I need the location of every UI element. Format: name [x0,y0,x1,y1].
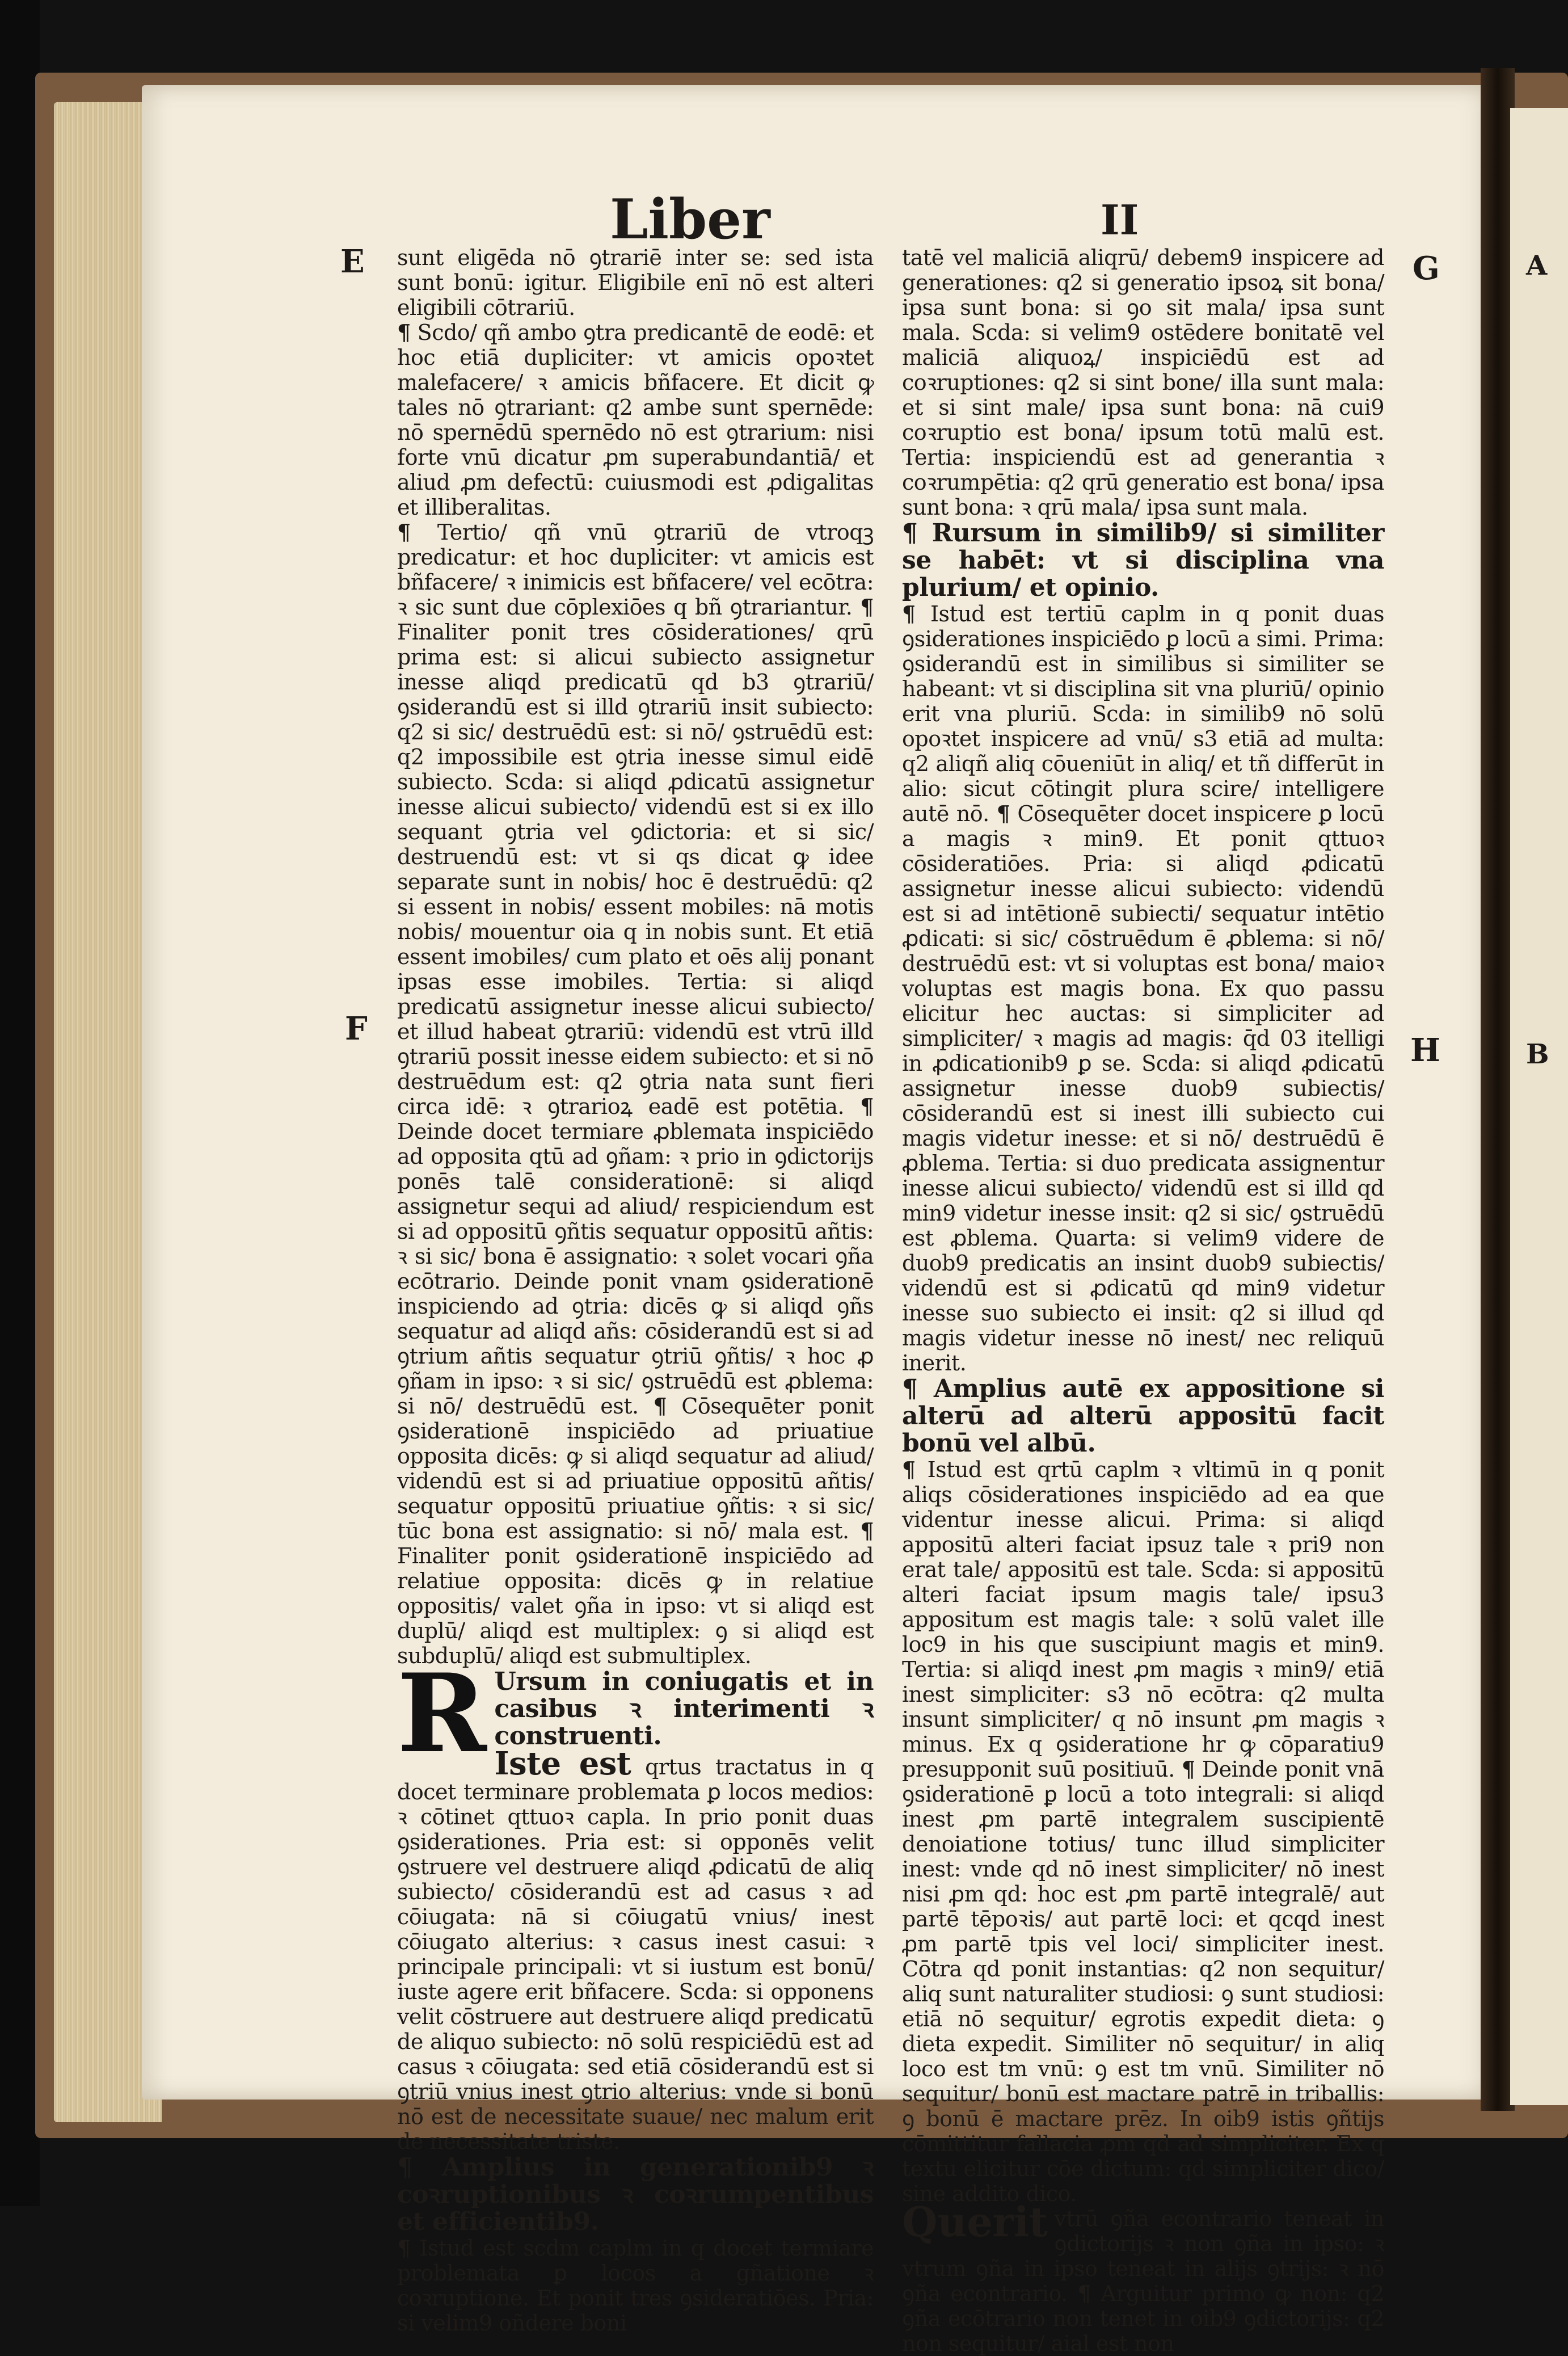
paragraph: ¶ Tertio/ qñ vnū ꝯtrariū de vtroqꝫ predicatur: et hoc dupliciter: vt amicis est bñfacere/ ꝛ inimicis est bñfacere/ vel ecōtra: ꝛ sic sunt due cōplexiōes q bñ ꝯtrariantur. ¶ Finaliter ponit tres cōsiderationes/ qrū prima est: si alicui subiecto assignetur inesse aliqd predicatū qd b3 ꝯtrariū/ ꝯsiderandū est si illd ꝯtrariū insit subiecto: q2 si sic/ destruēdū est: si nō/ ꝯstruēdū est: q2 impossibile est ꝯtria inesse simul eidē subiecto. Scda: si aliqd ꝓdicatū assignetur inesse alicui subiecto/ videndū est si ex illo sequant ꝯtria vel ꝯdictoria: et si sic/ destruendū est: vt si qs dicat ꝙ idee separate sunt in nobis/ hoc ē destruēdū: q2 si essent in nobis/ essent mobiles: nā motis nobis/ mouentur oia q in nobis sunt. Et etiā essent imobiles/ cum plato et oēs alij ponant ipsas esse imobiles. Tertia: si aliqd predicatū assignetur inesse alicui subiecto/ et illud habeat ꝯtrariū: videndū est vtrū illd ꝯtrariū possit inesse eidem subiecto: et si nō destruēdum est: q2 ꝯtria nata sunt fieri circa idē: ꝛ ꝯtrarioꝝ eadē est potētia. ¶ Deinde docet termiare ꝓblemata inspiciēdo ad opposita qtū ad ꝯñam: ꝛ prio in ꝯdictorijs ponēs talē considerationē: si aliqd assignetur sequi ad aliud/ respiciendum est si ad oppositū ꝯñtis sequatur oppositū añtis: ꝛ si sic/ bona ē assignatio: ꝛ solet vocari ꝯña ecōtrario. Deinde ponit vnam ꝯsiderationē inspiciendo ad ꝯtria: dicēs ꝙ si aliqd ꝯñs sequatur ad aliqd añs: cōsiderandū est si ad ꝯtrium añtis sequatur ꝯtriū ꝯñtis/ ꝛ hoc ꝓ ꝯñam in ipso: ꝛ si sic/ ꝯstruēdū est ꝓblema: si nō/ destruēdū est. ¶ Cōsequēter ponit ꝯsiderationē inspiciēdo ad priuatiue opposita dicēs: ꝙ si aliqd sequatur ad aliud/ videndū est si ad priuatiue oppositū añtis/ sequatur oppositū priuatiue ꝯñtis: ꝛ si sic/ tūc bona est assignatio: si nō/ mala est. ¶ Finaliter ponit ꝯsiderationē inspiciēdo ad relatiue opposita: dicēs ꝙ in relatiue oppositis/ valet ꝯña in ipso: vt si aliqd est duplū/ aliqd est multiplex: ꝯ si aliqd est subduplū/ aliqd est submultiplex. [397,519,874,1668]
paragraph: ¶ Istud est scdm caplm in q docet termiare problemata ꝑ locos a gñatione ꝛ coꝛruptione. Et ponit tres ꝯsideratiōes. Pria: si velim9 oñdere boni [397,2235,874,2336]
section-heading: ¶ Rursum in similib9/ si similiter se habēt: vt si disciplina vna plurium/ et opinio. [902,519,1384,602]
pilcrow-icon: ¶ [1181,1756,1195,1782]
facing-page-edge [1510,108,1568,2105]
margin-letter-h: H [1410,1032,1440,1069]
right-column [902,245,1384,2356]
paragraph: Querit vtrū ꝯña econtrario teneat in ꝯdictorijs ꝛ non ꝯña in ipso: ꝛ vtrum ꝯña in ipso teneat in alijs ꝯtrijs: ꝛ nō ꝯña econtrario. ¶ Arguitur primo ꝙ non: q2 ꝯña ecōtrario non tenet in oib9 ꝯdictorijs: q2 non sequitur/ aial est non [902,2198,1384,2356]
left-column [397,245,874,2336]
pilcrow-icon: ¶ [1077,2281,1091,2306]
queritur-heading: Querit [902,2198,1048,2246]
dark-background-left [0,0,40,2206]
pilcrow-icon: ¶ [397,2235,411,2261]
section-heading: R Ursum in coniugatis et in casibus ꝛ interimenti ꝛ construenti. [397,1650,874,1777]
pilcrow-icon: ¶ [860,1518,874,1543]
pilcrow-icon: ¶ [397,2153,413,2182]
book-gutter [1481,68,1515,2111]
paragraph: tatē vel maliciā aliqrū/ debem9 inspicere ad generationes: q2 si generatio ipsoꝝ sit bona/ ipsa sunt bona: si ꝯo sit mala/ ipsa sunt mala. Scda: si velim9 ostēdere bonitatē vel maliciā aliquoꝝ/ inspiciēdū est ad coꝛruptiones: q2 si sint bone/ illa sunt mala: et si sint male/ ipsa sunt bona: nā cui9 coꝛruptio est bona/ ipsum totū malū est. Tertia: inspiciendū est ad generantia ꝛ coꝛrumpētia: q2 qrū generatio est bona/ ipsa sunt bona: ꝛ qrū mala/ ipsa sunt mala. [902,245,1384,520]
pilcrow-icon: ¶ [902,1457,916,1482]
margin-letter-e: E [340,243,365,280]
margin-letter-f: F [345,1010,368,1047]
folio-number: II [1101,196,1139,244]
running-header: Liber [610,187,770,251]
pilcrow-icon: ¶ [902,601,916,626]
pilcrow-icon: ¶ [996,801,1010,826]
pilcrow-icon: ¶ [902,1374,918,1403]
section-heading: ¶ Amplius autē ex appositione si alterū ad alterū appositū facit bonū vel albū. [902,1374,1384,1458]
paragraph: ¶ Istud est tertiū caplm in q ponit duas ꝯsiderationes inspiciēdo ꝑ locū a simi. Prima: ꝯsiderandū est in similibus si similiter se habeant: vt si disciplina sit vna pluriū/ opinio erit vna pluriū. Scda: in similib9 nō solū opoꝛtet inspicere ad vnū/ s3 etiā ad multa: q2 aliqñ aliq cōueniūt in aliq/ et tñ differūt in alio: sicut cōtingit plura scire/ intelligere autē nō. ¶ Cōsequēter docet inspicere ꝑ locū a magis ꝛ min9. Et ponit qttuoꝛ cōsideratiōes. Pria: si aliqd ꝓdicatū assignetur inesse alicui subiecto: videndū est si ad intētionē subiecti/ sequatur intētio ꝓdicati: si sic/ cōstruēdum ē ꝓblema: si nō/ destruēdū est: vt si voluptas est bona/ maioꝛ voluptas est magis bona. Ex quo passu elicitur hec auctas: si simpliciter ad simpliciter/ ꝛ magis ad magis: q̄d 03 itelligi in ꝓdicationib9 ꝑ se. Scda: si aliqd ꝓdicatū assignetur inesse duob9 subiectis/ cōsiderandū est si inest illi subiecto cui magis videtur inesse: et si nō/ destruēdū ē ꝓblema. Tertia: si duo predicata assignentur inesse alicui subiecto/ videndū est si illd qd min9 videtur inesse insit: q2 si sic/ ꝯstruēdū est ꝓblema. Quarta: si velim9 videre de duob9 predicatis an insint duob9 subiectis/ videndū est si ꝓdicatū qd min9 videtur inesse suo subiecto ei insit: q2 si illud qd magis videtur inesse nō inest/ nec reliquū inerit. [902,601,1384,1375]
facing-page-letter-a: A [1526,250,1548,281]
pilcrow-icon: ¶ [902,519,918,548]
margin-letter-g: G [1413,250,1440,287]
paragraph: Iste est qrtus tractatus in q docet terminare problemata ꝑ locos medios: ꝛ cōtinet qttuoꝛ capla. In prio ponit duas ꝯsiderationes. Pria est: si opponēs velit ꝯstruere vel destruere aliqd ꝓdicatū de aliq subiecto/ cōsiderandū est ad casus ꝛ ad cōiugata: nā si cōiugatū vnius/ inest cōiugato alterius: ꝛ casus inest casui: ꝛ principale principali: vt si iustum est bonū/ iuste agere erit bñfacere. Scda: si opponens velit cōstruere aut destruere aliqd predicatū de aliquo subiecto: nō solū respiciēdū est ad casus ꝛ cōiugata: sed etiā cōsiderandū est si ꝯtriū vnius inest ꝯtrio alterius: vnde si bonū nō est de necessitate suaue/ nec malum erit de necessitate triste. [397,1745,874,2154]
section-heading: ¶ Amplius in generationib9 ꝛ coꝛruptionibus ꝛ coꝛrumpentibus et efficientib9. [397,2153,874,2236]
paragraph: ¶ Scdo/ qñ ambo ꝯtra predicantē de eodē: et hoc etiā dupliciter: vt amicis opoꝛtet malefacere/ ꝛ amicis bñfacere. Et dicit ꝙ tales nō ꝯtrariant: q2 ambe sunt spernēde: nō spernēdū spernēdo nō est ꝯtrarium: nisi forte vnū dicatur ꝓm superabundantiā/ et aliud ꝓm defectū: cuiusmodi est ꝓdigalitas et illiberalitas. [397,319,874,520]
decorated-initial: R [397,1650,487,1777]
pilcrow-icon: ¶ [653,1393,667,1419]
pilcrow-icon: ¶ [397,319,411,345]
facing-page-letter-b: B [1526,1038,1549,1070]
pilcrow-icon: ¶ [397,519,411,545]
pilcrow-icon: ¶ [860,1093,874,1119]
pilcrow-icon: ¶ [860,594,874,620]
paragraph: sunt eligēda nō ꝯtrariē inter se: sed ista sunt bonū: igitur. Eligibile enī nō est alteri eligibili cōtrariū. [397,245,874,320]
paragraph: ¶ Istud est qrtū caplm ꝛ vltimū in q ponit aliqs cōsiderationes inspiciēdo ad ea que videntur inesse alicui. Prima: si aliqd appositū alteri faciat ipsuz tale ꝛ pri9 non erat tale/ appositū est tale. Scda: si appositū alteri faciat ipsum magis tale/ ipsu3 appositum est magis tale: ꝛ solū valet ille loc9 in his que suscipiunt magis et min9. Tertia: si aliqd inest ꝓm magis ꝛ min9/ etiā inest simpliciter: s3 nō ecōtra: q2 multa insunt simpliciter/ q nō insunt ꝓm magis ꝛ minus. Ex q ꝯsideratione hr ꝙ cōparatiu9 presupponit suū positiuū. ¶ Deinde ponit vnā ꝯsiderationē ꝑ locū a toto integrali: si aliqd inest ꝓm partē integralem suscipientē denoiatione totius/ tunc illud simpliciter inest: vnde qd nō inest simpliciter/ nō inest nisi ꝓm qd: hoc est ꝓm partē integralē/ aut partē tēpoꝛis/ aut partē loci: et qcqd inest ꝓm partē tpis vel loci/ simpliciter inest. Cōtra qd ponit instantias: q2 non sequitur/ aliq sunt naturaliter studiosi: ꝯ sunt studiosi: etiā nō sequitur/ egrotis expedit dieta: ꝯ dieta expedit. Similiter nō sequitur/ in aliq loco est tm vnū: ꝯ est tm vnū. Similiter nō sequitur/ bonū est mactare patrē in triballis: ꝯ bonū ē mactare prēz. In oib9 istis ꝯñtijs cōmittitur fallacia ꝓm qd ad simpliciter. Ex q textu elicitur cōe dictum: qd simpliciter dico/ sine addito dico. [902,1457,1384,2206]
